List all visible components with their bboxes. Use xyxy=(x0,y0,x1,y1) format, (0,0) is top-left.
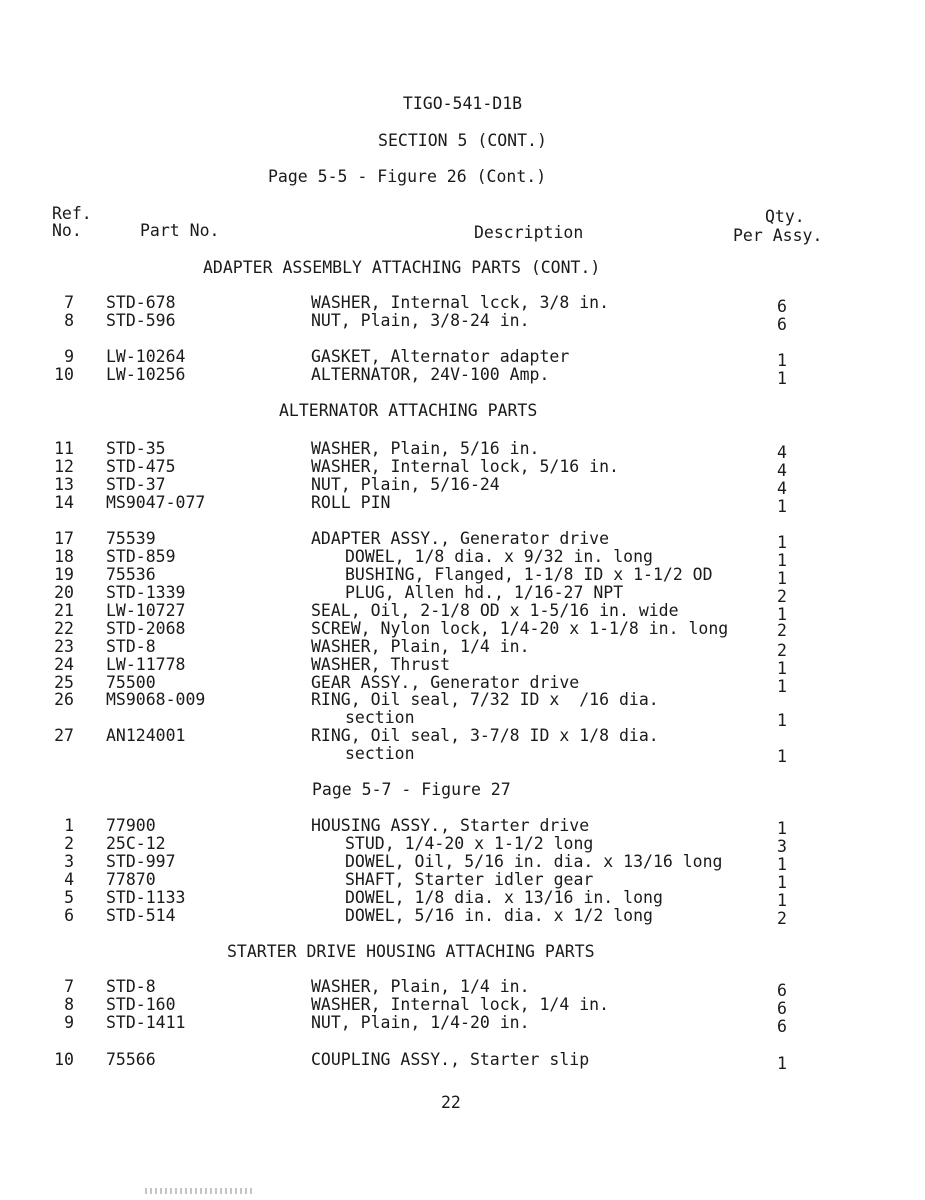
part-number: 77870 xyxy=(106,870,156,889)
quantity: 1 xyxy=(777,605,787,624)
quantity: 1 xyxy=(777,747,787,766)
description: DOWEL, 5/16 in. dia. x 1/2 long xyxy=(345,906,653,925)
col-description-label: Description xyxy=(474,223,584,242)
quantity: 1 xyxy=(777,497,787,516)
description: ROLL PIN xyxy=(311,493,391,512)
quantity: 6 xyxy=(777,297,787,316)
ref-number: 20 xyxy=(54,583,74,602)
part-number: 75536 xyxy=(106,565,156,584)
description: COUPLING ASSY., Starter slip xyxy=(311,1050,590,1069)
ref-number: 7 xyxy=(64,977,74,996)
ref-number: 13 xyxy=(54,475,74,494)
ref-number: 21 xyxy=(54,601,74,620)
description: DOWEL, 1/8 dia. x 13/16 in. long xyxy=(345,888,663,907)
part-number: STD-160 xyxy=(106,995,176,1014)
part-number: MS9047-077 xyxy=(106,493,206,512)
part-number: STD-859 xyxy=(106,547,176,566)
part-number: LW-10727 xyxy=(106,601,186,620)
ref-number: 26 xyxy=(54,690,74,709)
part-number: 75539 xyxy=(106,529,156,548)
description: RING, Oil seal, 7/32 ID x /16 dia. xyxy=(311,690,659,709)
description: NUT, Plain, 3/8-24 in. xyxy=(311,311,530,330)
ref-number: 14 xyxy=(54,493,74,512)
quantity: 1 xyxy=(777,677,787,696)
quantity: 1 xyxy=(777,533,787,552)
description: WASHER, Thrust xyxy=(311,655,451,674)
description: GASKET, Alternator adapter xyxy=(311,347,570,366)
col-per-assy-label: Per Assy. xyxy=(733,226,823,245)
quantity: 1 xyxy=(777,569,787,588)
quantity: 6 xyxy=(777,1017,787,1036)
quantity: 1 xyxy=(777,819,787,838)
part-number: STD-2068 xyxy=(106,619,186,638)
part-number: STD-37 xyxy=(106,475,166,494)
ref-number: 24 xyxy=(54,655,74,674)
description: NUT, Plain, 1/4-20 in. xyxy=(311,1013,530,1032)
ref-number: 6 xyxy=(64,906,74,925)
section-title: SECTION 5 (CONT.) xyxy=(378,131,547,150)
ref-number: 10 xyxy=(54,365,74,384)
description: WASHER, Plain, 5/16 in. xyxy=(311,439,540,458)
description: SEAL, Oil, 2-1/8 OD x 1-5/16 in. wide xyxy=(311,601,679,620)
description: WASHER, Plain, 1/4 in. xyxy=(311,637,530,656)
quantity: 6 xyxy=(777,981,787,1000)
description: WASHER, Internal lock, 1/4 in. xyxy=(311,995,610,1014)
description-continued: section xyxy=(345,708,415,727)
quantity: 1 xyxy=(777,659,787,678)
col-no-label: No. xyxy=(52,221,82,240)
ref-number: 11 xyxy=(54,439,74,458)
page-number: 22 xyxy=(441,1093,461,1112)
description: WASHER, Plain, 1/4 in. xyxy=(311,977,530,996)
description: STUD, 1/4-20 x 1-1/2 long xyxy=(345,834,594,853)
ref-number: 25 xyxy=(54,673,74,692)
description: NUT, Plain, 5/16-24 xyxy=(311,475,500,494)
ref-number: 3 xyxy=(64,852,74,871)
quantity: 1 xyxy=(777,855,787,874)
description: WASHER, Internal lcck, 3/8 in. xyxy=(311,293,610,312)
part-number: LW-10264 xyxy=(106,347,186,366)
part-number: STD-997 xyxy=(106,852,176,871)
quantity: 1 xyxy=(777,711,787,730)
part-number: STD-678 xyxy=(106,293,176,312)
ref-number: 7 xyxy=(64,293,74,312)
ref-number: 9 xyxy=(64,347,74,366)
description: ADAPTER ASSY., Generator drive xyxy=(311,529,610,548)
part-number: MS9068-009 xyxy=(106,690,206,709)
quantity: 4 xyxy=(777,479,787,498)
description-continued: section xyxy=(345,744,415,763)
quantity: 6 xyxy=(777,315,787,334)
description: SHAFT, Starter idler gear xyxy=(345,870,594,889)
ref-number: 23 xyxy=(54,637,74,656)
ref-number: 10 xyxy=(54,1050,74,1069)
description: GEAR ASSY., Generator drive xyxy=(311,673,580,692)
col-qty-label: Qty. xyxy=(765,207,805,226)
part-number: STD-475 xyxy=(106,457,176,476)
quantity: 1 xyxy=(777,351,787,370)
quantity: 4 xyxy=(777,461,787,480)
description: HOUSING ASSY., Starter drive xyxy=(311,816,590,835)
part-number: STD-8 xyxy=(106,977,156,996)
part-number: STD-596 xyxy=(106,311,176,330)
quantity: 4 xyxy=(777,443,787,462)
quantity: 1 xyxy=(777,551,787,570)
part-number: 75566 xyxy=(106,1050,156,1069)
description: WASHER, Internal lock, 5/16 in. xyxy=(311,457,619,476)
ref-number: 22 xyxy=(54,619,74,638)
ref-number: 17 xyxy=(54,529,74,548)
ref-number: 5 xyxy=(64,888,74,907)
quantity: 2 xyxy=(777,621,787,640)
scan-artifact xyxy=(145,1188,255,1194)
ref-number: 8 xyxy=(64,995,74,1014)
ref-number: 19 xyxy=(54,565,74,584)
heading-adapter-attaching: ADAPTER ASSEMBLY ATTACHING PARTS (CONT.) xyxy=(203,258,601,277)
quantity: 3 xyxy=(777,837,787,856)
part-number: 25C-12 xyxy=(106,834,166,853)
quantity: 2 xyxy=(777,641,787,660)
quantity: 2 xyxy=(777,587,787,606)
part-number: LW-11778 xyxy=(106,655,186,674)
part-number: STD-35 xyxy=(106,439,166,458)
page-figure-title: Page 5-5 - Figure 26 (Cont.) xyxy=(268,167,547,186)
description: SCREW, Nylon lock, 1/4-20 x 1-1/8 in. long xyxy=(311,619,729,638)
quantity: 1 xyxy=(777,891,787,910)
quantity: 1 xyxy=(777,369,787,388)
part-number: AN124001 xyxy=(106,726,186,745)
quantity: 1 xyxy=(777,873,787,892)
ref-number: 8 xyxy=(64,311,74,330)
col-part-no-label: Part No. xyxy=(140,221,220,240)
quantity: 6 xyxy=(777,999,787,1018)
description: DOWEL, Oil, 5/16 in. dia. x 13/16 long xyxy=(345,852,723,871)
page-figure-27-title: Page 5-7 - Figure 27 xyxy=(312,780,511,799)
ref-number: 12 xyxy=(54,457,74,476)
quantity: 1 xyxy=(777,1054,787,1073)
part-number: 75500 xyxy=(106,673,156,692)
part-number: LW-10256 xyxy=(106,365,186,384)
ref-number: 2 xyxy=(64,834,74,853)
description: RING, Oil seal, 3-7/8 ID x 1/8 dia. xyxy=(311,726,659,745)
part-number: STD-1339 xyxy=(106,583,186,602)
part-number: STD-1133 xyxy=(106,888,186,907)
ref-number: 27 xyxy=(54,726,74,745)
part-number: STD-8 xyxy=(106,637,156,656)
part-number: STD-1411 xyxy=(106,1013,186,1032)
document-id: TIGO-541-D1B xyxy=(402,94,523,113)
ref-number: 9 xyxy=(64,1013,74,1032)
quantity: 2 xyxy=(777,909,787,928)
ref-number: 18 xyxy=(54,547,74,566)
heading-alternator-attaching: ALTERNATOR ATTACHING PARTS xyxy=(279,401,538,420)
heading-starter-attaching: STARTER DRIVE HOUSING ATTACHING PARTS xyxy=(227,942,595,961)
ref-number: 4 xyxy=(64,870,74,889)
description: BUSHING, Flanged, 1-1/8 ID x 1-1/2 OD xyxy=(345,565,713,584)
col-ref-label: Ref. xyxy=(52,204,92,223)
description: PLUG, Allen hd., 1/16-27 NPT xyxy=(345,583,624,602)
part-number: STD-514 xyxy=(106,906,176,925)
part-number: 77900 xyxy=(106,816,156,835)
ref-number: 1 xyxy=(64,816,74,835)
description: DOWEL, 1/8 dia. x 9/32 in. long xyxy=(345,547,653,566)
description: ALTERNATOR, 24V-100 Amp. xyxy=(311,365,550,384)
